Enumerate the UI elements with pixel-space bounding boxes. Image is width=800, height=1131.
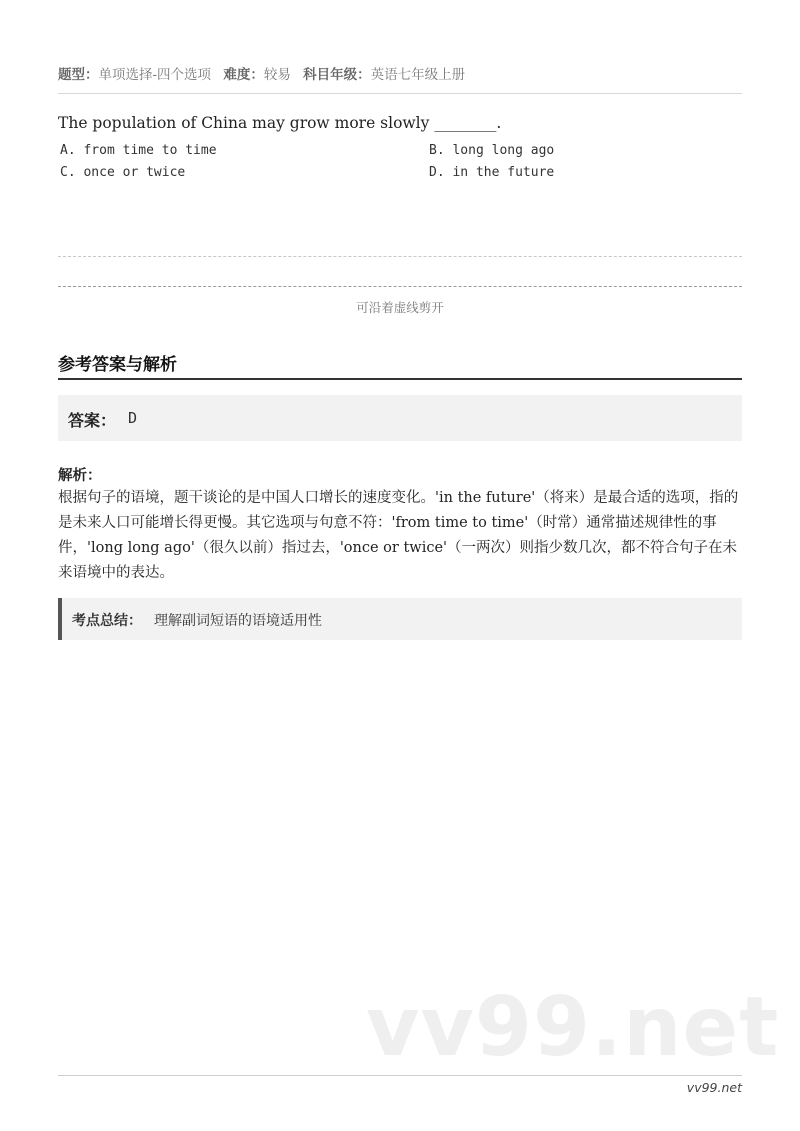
type-value: 单项选择-四个选项 [98, 67, 212, 83]
option-d: D. in the future [429, 165, 555, 180]
answer-value: D [128, 409, 138, 427]
section-title: 参考答案与解析 [58, 355, 177, 375]
question-stem: The population of China may grow more slowly ________. [58, 114, 502, 132]
watermark: vv99.net [366, 980, 780, 1075]
section-divider [58, 378, 742, 380]
type-label: 题型： [58, 67, 99, 83]
dashed-line-upper [58, 256, 742, 257]
explanation-text: 根据句子的语境，题干谈论的是中国人口增长的速度变化。'in the future'（将来）是最合适的选项，指的是未来人口可能增长得更慢。其它选项与句意不符：'from time to time'（时常）通常描述规律性的事件，'long long ago'（很久以前）指过去，'once or twice'（一两次）则指少数几次，都不符合句子在未来语境中的表达。 [58, 490, 739, 581]
summary-label: 考点总结： [72, 613, 142, 629]
difficulty-label: 难度： [223, 67, 264, 83]
summary-box [58, 598, 742, 640]
subject-label: 科目年级： [303, 67, 371, 83]
cut-line [58, 286, 742, 287]
meta-divider [58, 93, 742, 94]
cut-hint: 可沿着虚线剪开 [356, 300, 444, 315]
footer-site: vv99.net [686, 1080, 742, 1095]
answer-label: 答案： [68, 411, 117, 430]
explanation-label: 解析： [58, 467, 102, 484]
question-meta [58, 63, 742, 83]
subject-value: 英语七年级上册 [370, 67, 466, 83]
summary-value: 理解副词短语的语境适用性 [154, 613, 322, 629]
difficulty-value: 较易 [263, 67, 291, 83]
option-a: A. from time to time [60, 143, 217, 158]
option-b: B. long long ago [429, 143, 555, 158]
option-c: C. once or twice [60, 165, 186, 180]
answer-box [58, 395, 742, 441]
footer-divider [58, 1075, 742, 1076]
